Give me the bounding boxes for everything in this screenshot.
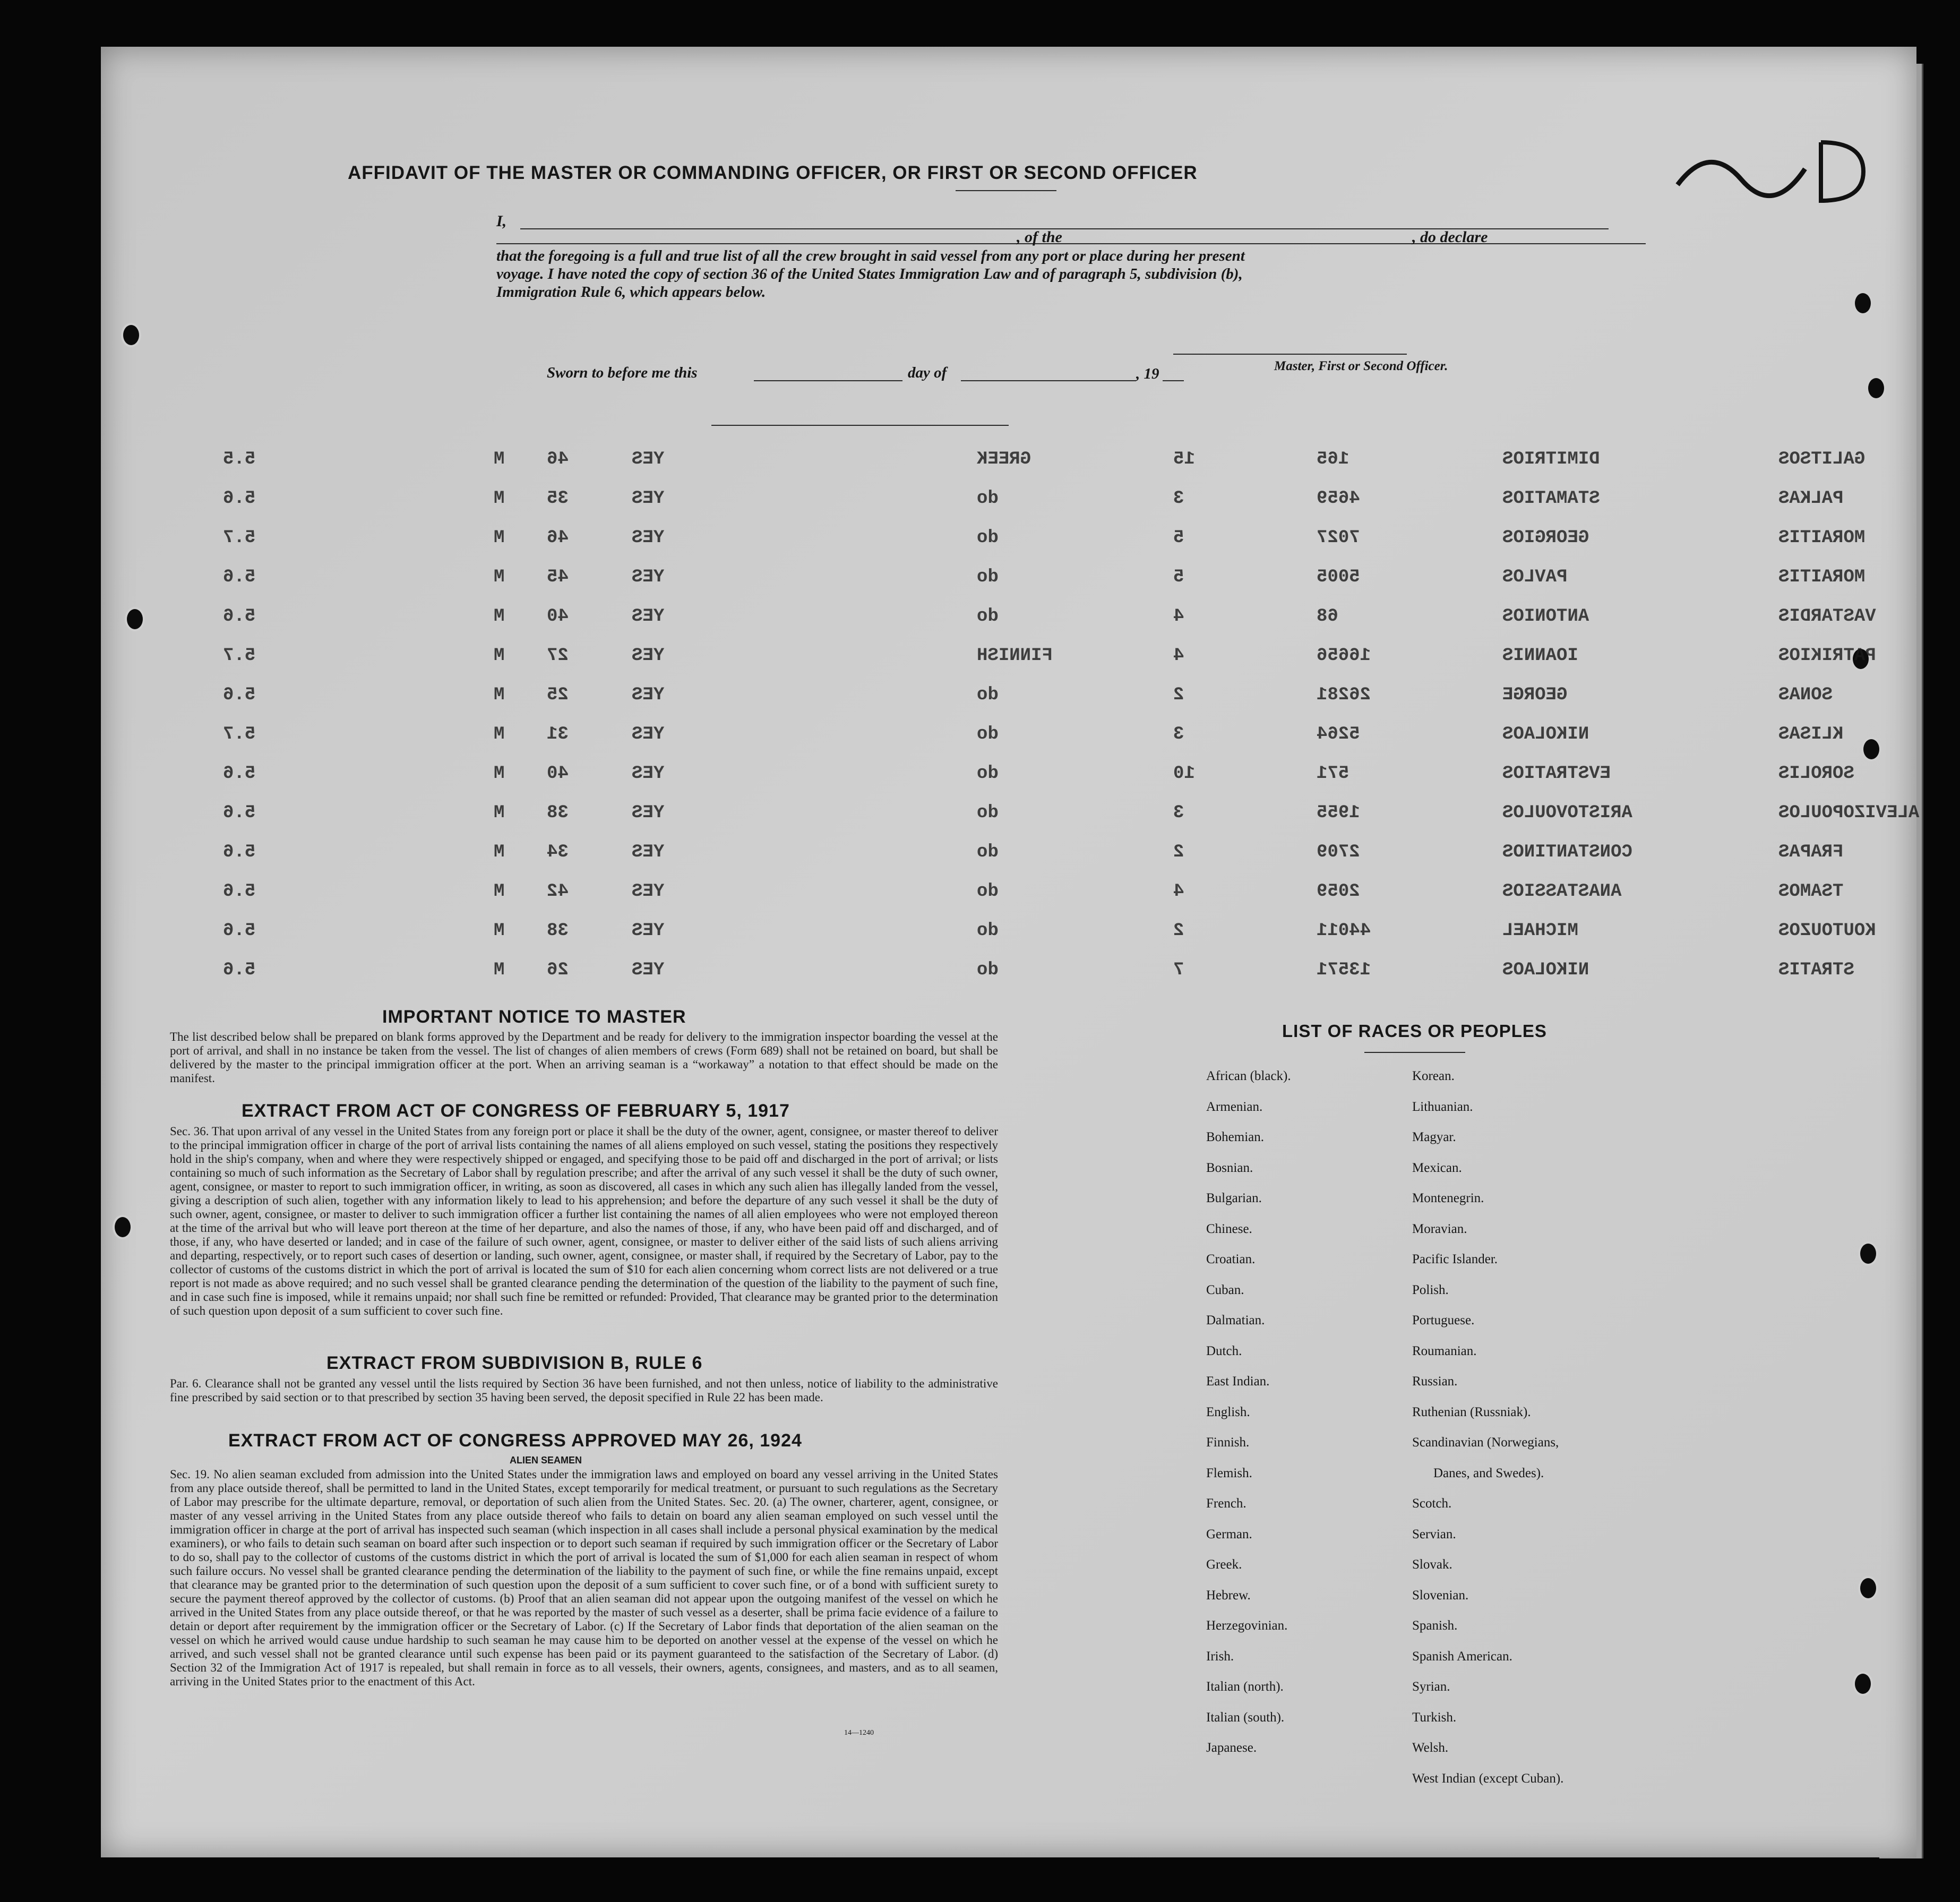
race-item: Servian. xyxy=(1412,1527,1456,1541)
race-item: Portuguese. xyxy=(1412,1313,1475,1327)
manifest-cell-surname: KOUTOUZOS xyxy=(1778,921,1876,941)
manifest-cell-given: IOANNIS xyxy=(1502,646,1578,666)
races-title-rule xyxy=(1364,1052,1465,1053)
extract-1924-body: Sec. 19. No alien seaman excluded from admission into the United States under the immigration laws and employed on board any vessel arriving in the United States from any place outside thereof, shall be permitted to land in the United States, except temporarily for medical treatment, or pursuant to such regulations as the Secretary of Labor may prescribe for the ultimate departure, removal, or deportation of such alien from the United States. Sec. 20. (a) The owner, charterer, agent, consignee, or master of any vessel arriving in the United States from any place outside thereof who fails to detain on board any alien seaman employed on such vessel until the immigration officer in charge at the port of arrival has inspected such seaman (which inspection in all cases shall include a personal physical examination by the medical examiners), or who fails to detain such seaman on board after such inspection or to deport such seaman if required by such immigration officer or the Secretary of Labor to do so, shall pay to the collector of customs of the customs district in which the port of arrival is located the sum of $1,000 for each alien seaman in respect of whom such failure occurs. No vessel shall be granted clearance pending the determination of the liability to the payment of such fine, or while the fine remains unpaid, except that clearance may be granted prior to the determination of such question upon the deposit of a sum sufficient to cover such fine, or of a bond with sufficient surety to secure the payment thereof approved by the collector of customs. (b) Proof that an alien seaman did not appear upon the outgoing manifest of the vessel on which he arrived in the United States from any place outside thereof, or that he was reported by the master of such vessel as a deserter, shall be prima facie evidence of a failure to detain or deport after requirement by the immigration officer or the Secretary of Labor. (c) If the Secretary of Labor finds that deportation of the alien seaman on the vessel on which he arrived would cause undue hardship to such seaman he may cause him to be deported on another vessel at the expense of the vessel on which he arrived, and such vessel shall not be granted clearance until such expense has been paid or its payment guaranteed to the satisfaction of the Secretary of Labor. (d) Section 32 of the Immigration Act of 1917 is repealed, but shall remain in force as to all vessels, their owners, agents, consignees, and masters, and as to all seamen, arriving in the United States prior to the enactment of this Act. xyxy=(170,1468,998,1688)
manifest-cell-yrs: 5 xyxy=(1173,528,1184,548)
manifest-row xyxy=(223,489,1895,512)
manifest-cell-race: do xyxy=(977,685,999,705)
manifest-cell-lit: YES xyxy=(632,567,665,587)
race-item: Dutch. xyxy=(1206,1343,1242,1358)
manifest-cell-ht: 5.6 xyxy=(223,803,256,823)
manifest-cell-lit: YES xyxy=(632,646,665,666)
race-item: Herzegovinian. xyxy=(1206,1618,1288,1633)
manifest-cell-sex: M xyxy=(494,449,505,469)
manifest-cell-lit: YES xyxy=(632,764,665,784)
manifest-cell-surname: MORAITIS xyxy=(1778,567,1866,587)
manifest-cell-age: 31 xyxy=(547,724,569,744)
race-item: German. xyxy=(1206,1527,1252,1541)
manifest-cell-lit: YES xyxy=(632,803,665,823)
manifest-cell-age: 45 xyxy=(547,567,569,587)
race-item: Ruthenian (Russniak). xyxy=(1412,1404,1531,1419)
manifest-row xyxy=(223,960,1895,983)
race-item: Dalmatian. xyxy=(1206,1313,1265,1327)
manifest-cell-race: do xyxy=(977,921,999,941)
manifest-cell-yrs: 10 xyxy=(1173,764,1195,784)
manifest-cell-yrs: 4 xyxy=(1173,606,1184,627)
manifest-cell-sex: M xyxy=(494,646,505,666)
manifest-cell-race: do xyxy=(977,489,999,509)
manifest-cell-ht: 5.7 xyxy=(223,724,256,744)
race-item: Russian. xyxy=(1412,1374,1458,1389)
sworn-label: Sworn to before me this xyxy=(547,364,698,381)
extract-1917-title: EXTRACT FROM ACT OF CONGRESS OF FEBRUARY 5, 1917 xyxy=(242,1101,790,1121)
punch-hole xyxy=(1858,1241,1878,1266)
manifest-cell-surname: TSAMOS xyxy=(1778,881,1844,902)
manifest-row xyxy=(223,803,1920,826)
manifest-row xyxy=(223,842,1895,866)
manifest-cell-ht: 5.7 xyxy=(223,646,256,666)
manifest-cell-age: 27 xyxy=(547,646,569,666)
manifest-cell-race: FINNISH xyxy=(977,646,1053,666)
manifest-cell-lit: YES xyxy=(632,881,665,902)
manifest-cell-age: 38 xyxy=(547,803,569,823)
manifest-cell-given: PAVLOS xyxy=(1502,567,1568,587)
manifest-cell-no: 68 xyxy=(1317,606,1338,627)
manifest-cell-yrs: 3 xyxy=(1173,724,1184,744)
manifest-cell-no: 2059 xyxy=(1317,881,1360,902)
affidavit-text-3: Immigration Rule 6, which appears below. xyxy=(496,284,766,301)
manifest-cell-sex: M xyxy=(494,489,505,509)
manifest-cell-lit: YES xyxy=(632,449,665,469)
extract-rule6-body: Par. 6. Clearance shall not be granted any vessel until the lists required by Section 36 have been furnished, and not then unless, notice of liability to the administrative fine prescribed by said section or to that prescribed by section 35 having been served, the deposit specified in Rule 22 has been made. xyxy=(170,1377,998,1404)
race-item: Scotch. xyxy=(1412,1496,1452,1511)
signature-line xyxy=(1173,354,1407,355)
manifest-cell-race: do xyxy=(977,764,999,784)
manifest-cell-lit: YES xyxy=(632,606,665,627)
do-declare-label: , do declare xyxy=(1412,228,1488,246)
manifest-row xyxy=(223,449,1895,473)
race-item: Danes, and Swedes). xyxy=(1433,1466,1544,1480)
race-item: Syrian. xyxy=(1412,1680,1450,1694)
manifest-cell-given: MICHAEL xyxy=(1502,921,1578,941)
race-item: Slovenian. xyxy=(1412,1588,1469,1603)
race-item: Moravian. xyxy=(1412,1221,1467,1236)
manifest-cell-yrs: 5 xyxy=(1173,567,1184,587)
manifest-cell-no: 16656 xyxy=(1317,646,1371,666)
manifest-cell-ht: 5.6 xyxy=(223,489,256,509)
manifest-cell-no: 26281 xyxy=(1317,685,1371,705)
race-item: Roumanian. xyxy=(1412,1343,1477,1358)
title-rule xyxy=(956,190,1056,191)
day-of-label: day of xyxy=(908,364,947,381)
manifest-cell-race: do xyxy=(977,567,999,587)
manifest-cell-race: do xyxy=(977,803,999,823)
manifest-cell-yrs: 4 xyxy=(1173,881,1184,902)
manifest-cell-no: 5264 xyxy=(1317,724,1360,744)
race-item: Turkish. xyxy=(1412,1710,1457,1725)
manifest-row xyxy=(223,685,1895,708)
race-item: Slovak. xyxy=(1412,1557,1452,1572)
race-item: Mexican. xyxy=(1412,1160,1462,1175)
manifest-cell-sex: M xyxy=(494,881,505,902)
manifest-cell-lit: YES xyxy=(632,960,665,980)
manifest-cell-no: 165 xyxy=(1317,449,1349,469)
race-item: Cuban. xyxy=(1206,1282,1244,1297)
manifest-cell-surname: ALEVIZOPOULOS xyxy=(1778,803,1920,823)
manifest-cell-given: DIMITRIOS xyxy=(1502,449,1600,469)
manifest-cell-yrs: 3 xyxy=(1173,489,1184,509)
race-item: Bulgarian. xyxy=(1206,1191,1262,1205)
manifest-cell-ht: 5.6 xyxy=(223,881,256,902)
manifest-cell-sex: M xyxy=(494,528,505,548)
manifest-cell-age: 42 xyxy=(547,881,569,902)
document-page xyxy=(101,47,1920,1857)
affidavit-text-1: that the foregoing is a full and true list of all the crew brought in said vessel from any port or place during her present xyxy=(496,247,1245,264)
manifest-row xyxy=(223,567,1895,590)
manifest-cell-race: do xyxy=(977,881,999,902)
race-item: French. xyxy=(1206,1496,1247,1511)
stub-rule xyxy=(711,425,1009,426)
manifest-row xyxy=(223,921,1895,944)
manifest-row xyxy=(223,764,1895,787)
manifest-cell-age: 40 xyxy=(547,606,569,627)
affidavit-i-label: I, xyxy=(496,212,507,230)
manifest-cell-no: 44011 xyxy=(1317,921,1371,941)
manifest-cell-sex: M xyxy=(494,842,505,862)
manifest-cell-surname: PATRIKIOS xyxy=(1778,646,1876,666)
manifest-cell-ht: 5.6 xyxy=(223,764,256,784)
manifest-cell-ht: 5.6 xyxy=(223,921,256,941)
manifest-row xyxy=(223,528,1895,551)
manifest-cell-surname: SONAS xyxy=(1778,685,1833,705)
race-item: Hebrew. xyxy=(1206,1588,1251,1603)
manifest-cell-no: 13571 xyxy=(1317,960,1371,980)
manifest-cell-lit: YES xyxy=(632,528,665,548)
notice-title: IMPORTANT NOTICE TO MASTER xyxy=(382,1007,686,1027)
punch-hole xyxy=(121,323,141,347)
manifest-cell-ht: 5.6 xyxy=(223,685,256,705)
affidavit-text-2: voyage. I have noted the copy of section 36 of the United States Immigration Law and of paragraph 5, subdivision (b), xyxy=(496,265,1243,282)
of-the-label: , of the xyxy=(1017,228,1062,246)
punch-hole xyxy=(1853,291,1873,315)
extract-1917-body: Sec. 36. That upon arrival of any vessel in the United States from any foreign port or place it shall be the duty of the owner, agent, consignee, or master thereof to deliver to the principal immigration officer in charge of the port of arrival lists containing the names of all aliens employed on such vessel, stating the positions they respectively hold in the ship's company, when and where they were respectively shipped or engaged, and specifying those to be paid off and discharged in the port of arrival; or lists containing so much of such information as the Secretary of Labor shall by regulation prescribe; and after the arrival of any such vessel it shall be the duty of such owner, agent, consignee, or master to report to such immigration officer, in writing, as soon as discovered, all cases in which any such alien has illegally landed from the vessel, giving a description of such alien, together with any information likely to lead to his apprehension; and before the departure of any such vessel it shall be the duty of such owner, agent, consignee, or master to deliver to such immigration officer a further list containing the names of all alien employees who were not employed thereon at the time of the arrival but who will leave port thereon at the time of her departure, and also the names of those, if any, who have been paid off and discharged, and of those, if any, who have deserted or landed; and in case of the failure of such owner, agent, consignee, or master to deliver either of the said lists of such aliens arriving and departing, respectively, or to report such cases of desertion or landing, such owner, agent, consignee, or master shall, if required by the Secretary of Labor, pay to the collector of customs of the customs district in which the port of arrival is located the sum of $10 for each alien concerning whom correct lists are not delivered or a true report is not made as above required; and no such vessel shall be granted clearance pending the determination of the question of the liability to the payment of such fine, and in case such fine is imposed, while it remains unpaid; nor shall such fine be remitted or refunded: Provided, That clearance may be granted prior to the determination of such question upon deposit of a sum sufficient to cover such fine. xyxy=(170,1125,998,1317)
manifest-row xyxy=(223,881,1895,905)
manifest-cell-ht: 5.6 xyxy=(223,567,256,587)
race-item: Montenegrin. xyxy=(1412,1191,1484,1205)
race-item: Magyar. xyxy=(1412,1130,1456,1144)
manifest-cell-ht: 5.7 xyxy=(223,528,256,548)
manifest-cell-surname: VASTARDIS xyxy=(1778,606,1876,627)
manifest-cell-age: 46 xyxy=(547,528,569,548)
manifest-cell-age: 25 xyxy=(547,685,569,705)
signature-caption: Master, First or Second Officer. xyxy=(1274,359,1448,373)
race-item: Lithuanian. xyxy=(1412,1099,1473,1114)
year-blank xyxy=(1163,380,1184,381)
manifest-cell-race: do xyxy=(977,842,999,862)
manifest-cell-race: do xyxy=(977,528,999,548)
manifest-cell-no: 571 xyxy=(1317,764,1349,784)
race-item: Italian (south). xyxy=(1206,1710,1285,1725)
manifest-cell-yrs: 4 xyxy=(1173,646,1184,666)
manifest-cell-given: NIKOLAOS xyxy=(1502,724,1589,744)
manifest-cell-sex: M xyxy=(494,685,505,705)
manifest-cell-ht: 5.6 xyxy=(223,960,256,980)
manifest-row xyxy=(223,606,1895,630)
manifest-cell-sex: M xyxy=(494,764,505,784)
manifest-cell-race: GREEK xyxy=(977,449,1031,469)
manifest-row xyxy=(223,646,1895,669)
manifest-cell-given: CONSTANTINOS xyxy=(1502,842,1632,862)
manifest-cell-age: 35 xyxy=(547,489,569,509)
race-item: Japanese. xyxy=(1206,1741,1257,1755)
manifest-cell-lit: YES xyxy=(632,724,665,744)
race-item: Welsh. xyxy=(1412,1741,1449,1755)
race-item: West Indian (except Cuban). xyxy=(1412,1771,1564,1786)
extract-rule6-title: EXTRACT FROM SUBDIVISION B, RULE 6 xyxy=(326,1353,703,1373)
race-item: Spanish American. xyxy=(1412,1649,1512,1664)
manifest-cell-no: 2709 xyxy=(1317,842,1360,862)
punch-hole xyxy=(113,1215,133,1239)
punch-hole xyxy=(1866,376,1886,400)
race-item: Greek. xyxy=(1206,1557,1242,1572)
manifest-cell-race: do xyxy=(977,724,999,744)
manifest-cell-surname: GALITSOS xyxy=(1778,449,1866,469)
manifest-cell-sex: M xyxy=(494,803,505,823)
race-item: Croatian. xyxy=(1206,1252,1256,1266)
form-number: 14—1240 xyxy=(844,1729,874,1737)
manifest-cell-age: 26 xyxy=(547,960,569,980)
extract-1924-title: EXTRACT FROM ACT OF CONGRESS APPROVED MAY 26, 1924 xyxy=(228,1430,802,1451)
manifest-cell-surname: PALKAS xyxy=(1778,489,1844,509)
race-item: Bohemian. xyxy=(1206,1130,1265,1144)
manifest-cell-ht: 5.5 xyxy=(223,449,256,469)
manifest-cell-sex: M xyxy=(494,724,505,744)
manifest-cell-given: ARISTOVOULOS xyxy=(1502,803,1632,823)
race-item: Chinese. xyxy=(1206,1221,1252,1236)
manifest-cell-no: 5005 xyxy=(1317,567,1360,587)
manifest-cell-given: EVSTRATIOS xyxy=(1502,764,1611,784)
manifest-cell-surname: FRAPAS xyxy=(1778,842,1844,862)
manifest-cell-age: 46 xyxy=(547,449,569,469)
race-item: Spanish. xyxy=(1412,1618,1458,1633)
manifest-cell-surname: SOROLIS xyxy=(1778,764,1854,784)
notice-body: The list described below shall be prepared on blank forms approved by the Department and be ready for delivery to the immigration inspector boarding the vessel at the port of arrival, and shall in no instance be taken from the vessel. The list of changes of alien members of crews (Form 689) shall not be retained on board, but shall be delivered by the master to the principal immigration officer at the port. When an arriving seaman is a “workaway” a notation to that effect should be made on the manifest. xyxy=(170,1030,998,1085)
manifest-cell-yrs: 15 xyxy=(1173,449,1195,469)
manifest-cell-yrs: 2 xyxy=(1173,842,1184,862)
manifest-cell-age: 38 xyxy=(547,921,569,941)
year-label: , 19 xyxy=(1136,365,1159,382)
manifest-cell-surname: MORAITIS xyxy=(1778,528,1866,548)
race-item: English. xyxy=(1206,1404,1250,1419)
manifest-cell-yrs: 2 xyxy=(1173,921,1184,941)
punch-hole xyxy=(1858,1576,1878,1600)
race-item: Scandinavian (Norwegians, xyxy=(1412,1435,1559,1450)
manifest-cell-sex: M xyxy=(494,567,505,587)
race-item: Korean. xyxy=(1412,1069,1455,1083)
sworn-month-blank xyxy=(961,380,1136,381)
race-item: Flemish. xyxy=(1206,1466,1252,1480)
manifest-cell-surname: KLISAS xyxy=(1778,724,1844,744)
manifest-cell-no: 1955 xyxy=(1317,803,1360,823)
manifest-cell-no: 7027 xyxy=(1317,528,1360,548)
manifest-cell-given: ANTONIOS xyxy=(1502,606,1589,627)
manifest-cell-ht: 5.6 xyxy=(223,606,256,627)
manifest-cell-yrs: 7 xyxy=(1173,960,1184,980)
sworn-day-blank xyxy=(754,380,902,381)
manifest-cell-yrs: 2 xyxy=(1173,685,1184,705)
manifest-cell-sex: M xyxy=(494,960,505,980)
manifest-cell-given: NIKOLAOS xyxy=(1502,960,1589,980)
manifest-cell-given: GEORGE xyxy=(1502,685,1568,705)
manifest-cell-ht: 5.6 xyxy=(223,842,256,862)
manifest-cell-lit: YES xyxy=(632,921,665,941)
race-item: Bosnian. xyxy=(1206,1160,1253,1175)
punch-hole xyxy=(125,607,145,631)
manifest-cell-given: STAMATIOS xyxy=(1502,489,1600,509)
manifest-cell-sex: M xyxy=(494,921,505,941)
race-item: East Indian. xyxy=(1206,1374,1270,1389)
manifest-cell-given: GEORGIOS xyxy=(1502,528,1589,548)
manifest-cell-no: 4659 xyxy=(1317,489,1360,509)
race-item: Finnish. xyxy=(1206,1435,1250,1450)
race-item: Polish. xyxy=(1412,1282,1449,1297)
races-title: LIST OF RACES OR PEOPLES xyxy=(1282,1021,1547,1041)
manifest-cell-lit: YES xyxy=(632,489,665,509)
affidavit-title: AFFIDAVIT OF THE MASTER OR COMMANDING OFFICER, OR FIRST OR SECOND OFFICER xyxy=(348,162,1198,183)
vessel-blank xyxy=(1088,243,1646,244)
race-item: Armenian. xyxy=(1206,1099,1263,1114)
race-item: Pacific Islander. xyxy=(1412,1252,1498,1266)
extract-1924-subtitle: ALIEN SEAMEN xyxy=(510,1455,582,1466)
race-item: Irish. xyxy=(1206,1649,1234,1664)
corner-scribble xyxy=(1662,121,1885,217)
manifest-cell-age: 40 xyxy=(547,764,569,784)
manifest-row xyxy=(223,724,1895,748)
manifest-cell-given: ANASTASSIOS xyxy=(1502,881,1622,902)
punch-hole xyxy=(1853,1672,1873,1696)
manifest-cell-yrs: 3 xyxy=(1173,803,1184,823)
manifest-cell-age: 34 xyxy=(547,842,569,862)
manifest-cell-sex: M xyxy=(494,606,505,627)
manifest-cell-surname: STRATIS xyxy=(1778,960,1854,980)
race-item: African (black). xyxy=(1206,1069,1291,1083)
manifest-cell-lit: YES xyxy=(632,685,665,705)
manifest-cell-race: do xyxy=(977,606,999,627)
manifest-cell-lit: YES xyxy=(632,842,665,862)
manifest-cell-race: do xyxy=(977,960,999,980)
race-item: Italian (north). xyxy=(1206,1680,1284,1694)
